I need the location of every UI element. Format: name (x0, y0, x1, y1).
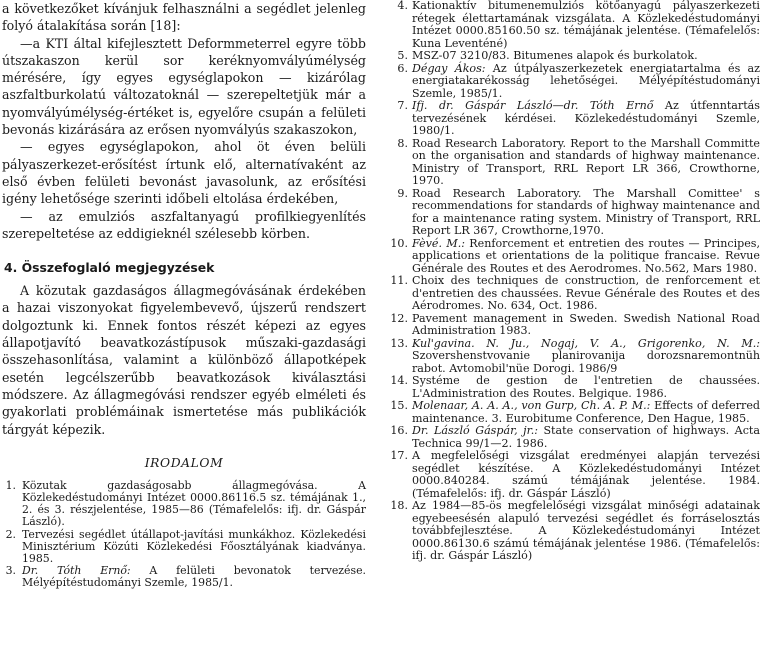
reference-author: Dr. Tóth Ernő: (22, 564, 131, 578)
reference-number: 9. (397, 186, 408, 200)
reference-number: 7. (397, 99, 408, 112)
references-list-left (2, 480, 366, 590)
reference-number: 14. (390, 374, 408, 387)
reference-item (388, 500, 760, 563)
references-heading: IRODALOM (144, 455, 224, 470)
reference-number: 5. (397, 49, 408, 62)
section-heading: 4. Összefoglaló megjegyzések (4, 260, 215, 276)
reference-text: Choix des techniques de construction, de renforcement et d'entretien des chaussées. Revue Générale des Routes et des Aérodromes. No. 634, Oct. 1986. (412, 274, 760, 312)
reference-item (388, 188, 760, 238)
reference-text: State conservation of highways. Acta Technica 99/1—2. 1986. (412, 424, 760, 450)
reference-text: Tervezési segédlet útállapot-javítási munkákhoz. Közlekedési Minisztérium Közúti Közlekedési Főosztályának kiadványa. 1985. (22, 527, 366, 566)
reference-number: 8. (397, 136, 408, 150)
reference-item (388, 63, 760, 101)
reference-item (388, 0, 760, 50)
reference-number: 3. (5, 564, 16, 578)
reference-item (388, 400, 760, 425)
reference-text: Az útfenntartás tervezésének kérdései. Közlekedéstudományi Szemle, 1980/1. (412, 99, 760, 137)
reference-author: Kul'gavina. N. Ju., Nogaj, V. A., Grigorenko, N. M.: (412, 336, 760, 350)
reference-text: Pavement management in Sweden. Swedish National Road Administration 1983. (412, 311, 760, 337)
reference-item (2, 480, 366, 529)
right-column (388, 0, 760, 563)
reference-text: Kationaktív bitumenemulziós kötőanyagú pályaszerkezeti rétegek élettartamának vizsgálata. A Közlekedéstudományi Intézet 0000.85160.50 sz. témájának jelentése. (Témafelelős: Kuna Leventéné) (412, 0, 760, 50)
bullet-paragraph-2: — egyes egységlapokon, ahol öt éven belüli pályaszerkezet-erősítést írtunk elő, alternatívaként az első évben felületi bevonást javasolunk, az erősítési igény lehetősége szerinti időbeli eltolása érdekében, (2, 139, 366, 207)
reference-number: 4. (397, 0, 408, 12)
reference-item (388, 450, 760, 500)
reference-number: 12. (390, 311, 408, 325)
reference-item (388, 138, 760, 188)
reference-item (388, 375, 760, 400)
reference-number: 2. (5, 527, 16, 541)
reference-number: 17. (390, 449, 408, 462)
reference-text: Közutak gazdaságosabb állagmegóvása. A Közlekedéstudományi Intézet 0000.86116.5 sz. témájának 1., 2. és 3. részjelentése, 1985—86 (Témafelelős: ifj. dr. Gáspár László). (22, 478, 366, 529)
reference-number: 6. (397, 61, 408, 75)
left-column (2, 0, 366, 590)
reference-text: A felületi bevonatok tervezése. Mélyépítéstudományi Szemle, 1985/1. (22, 564, 366, 590)
reference-item (388, 338, 760, 376)
reference-author: Ifj. dr. Gáspár László—dr. Tóth Ernő (412, 99, 654, 112)
reference-text: Road Research Laboratory. Report to the Marshall Committe on the organisation and standards of highway maintenance. Ministry of Transport, RRL Report LR 366, Crowthorne, 1970. (412, 136, 760, 187)
reference-number: 16. (390, 424, 408, 437)
reference-text: Az útpályaszerkezetek energiatartalma és az energiatakarékosság lehetőségei. Mélyépítéstudományi Szemle, 1985/1. (412, 61, 760, 100)
reference-text: MSZ-07 3210/83. Bitumenes alapok és burkolatok. (412, 49, 698, 62)
reference-number: 11. (390, 274, 408, 287)
reference-author: Fèvé. M.: (412, 236, 465, 250)
reference-number: 10. (390, 236, 408, 250)
reference-item (388, 275, 760, 313)
reference-number: 1. (5, 478, 16, 492)
reference-item (388, 100, 760, 138)
reference-number: 18. (390, 499, 408, 512)
reference-number: 13. (390, 336, 408, 350)
reference-text: Renforcement et entretien des routes — Principes, applications et orientations de la politique francaise. Revue Générale des Routes et des Aerodromes. No.562, Mars 1980. (412, 236, 760, 275)
reference-text: Systéme de gestion de l'entretien de chaussées. L'Administration des Routes. Belgique. 1986. (412, 374, 760, 400)
intro-paragraph: a következőket kívánjuk felhasználni a segédlet jelenleg folyó átalakítása során [18]: (2, 1, 366, 34)
reference-text: A megfelelőségi vizsgálat eredményei alapján tervezési segédlet készítése. A Közlekedéstudományi Intézet 0000.840284. számú témájának jelentése. 1984. (Témafelelős: ifj. dr. Gáspár László) (412, 449, 760, 500)
reference-author: Molenaar, A. A. A., von Gurp, Ch. A. P. M.: (412, 399, 651, 412)
reference-item (388, 313, 760, 338)
bullet-paragraph-3: — az emulziós aszfaltanyagú profilkiegyenlítés szerepeltetése az eddigieknél szélesebb körben. (2, 208, 366, 241)
reference-author: Dégay Ákos: (412, 61, 486, 75)
reference-item (2, 529, 366, 566)
reference-text: Szovershenstvovanie planirovanija dorozsnaremontnüh rabot. Avtomobil'nüe Dorogi. 1986/9 (412, 349, 760, 375)
reference-text: Road Research Laboratory. The Marshall Comittee' s recommendations for standards of highway maintenance and for a maintenance rating system. Ministry of Transport, RRL Report LR 367, Crowthorne,1970. (412, 186, 760, 237)
summary-paragraph: A közutak gazdaságos állagmegóvásának érdekében a hazai viszonyokat figyelembevevő, újszerű rendszert dolgoztunk ki. Ennek fontos részét képezi az egyes állapotjavító beavatkozástípusok műszaki-gazdasági összehasonlítása, valamint a különböző állapotképek esetén legcélszerűbb beavatkozások kiválasztási módszere. Az állagmegóvási rendszer egyéb elméleti és gyakorlati problémáinak ismertetése más publikációk tárgyát képezik. (2, 283, 366, 437)
references-list-right (388, 0, 760, 563)
reference-item (388, 425, 760, 450)
bullet-paragraph-1: —a KTI által kifejlesztett Deformmeterrel egyre több útszakaszon kerül sor keréknyomvályúmélység mérésére, így egyes egységlapokon — kizárólag aszfaltburkolatú változatoknál — szerepeltetjük már a nyomvályúmélység-értéket is, egyelőre csupán a felületi bevonás kizárására az erősen nyomvályús szakaszokon, (2, 35, 366, 138)
reference-text: Effects of deferred maintenance. 3. Eurobitume Conference, Den Hague, 1985. (412, 399, 760, 425)
reference-text: Az 1984—85-ös megfelelőségi vizsgálat minőségi adatainak egyebeesésén alapuló tervezési segédlet és forráselosztás továbbfejlesztése. A Közlekedéstudományi Intézet 0000.86130.6 számú témájának jelentése 1986. (Témafelelős: ifj. dr. Gáspár László) (412, 499, 760, 562)
reference-author: Dr. László Gáspár, jr.: (412, 424, 538, 437)
reference-item (2, 565, 366, 589)
reference-item (388, 238, 760, 276)
reference-number: 15. (390, 399, 408, 412)
